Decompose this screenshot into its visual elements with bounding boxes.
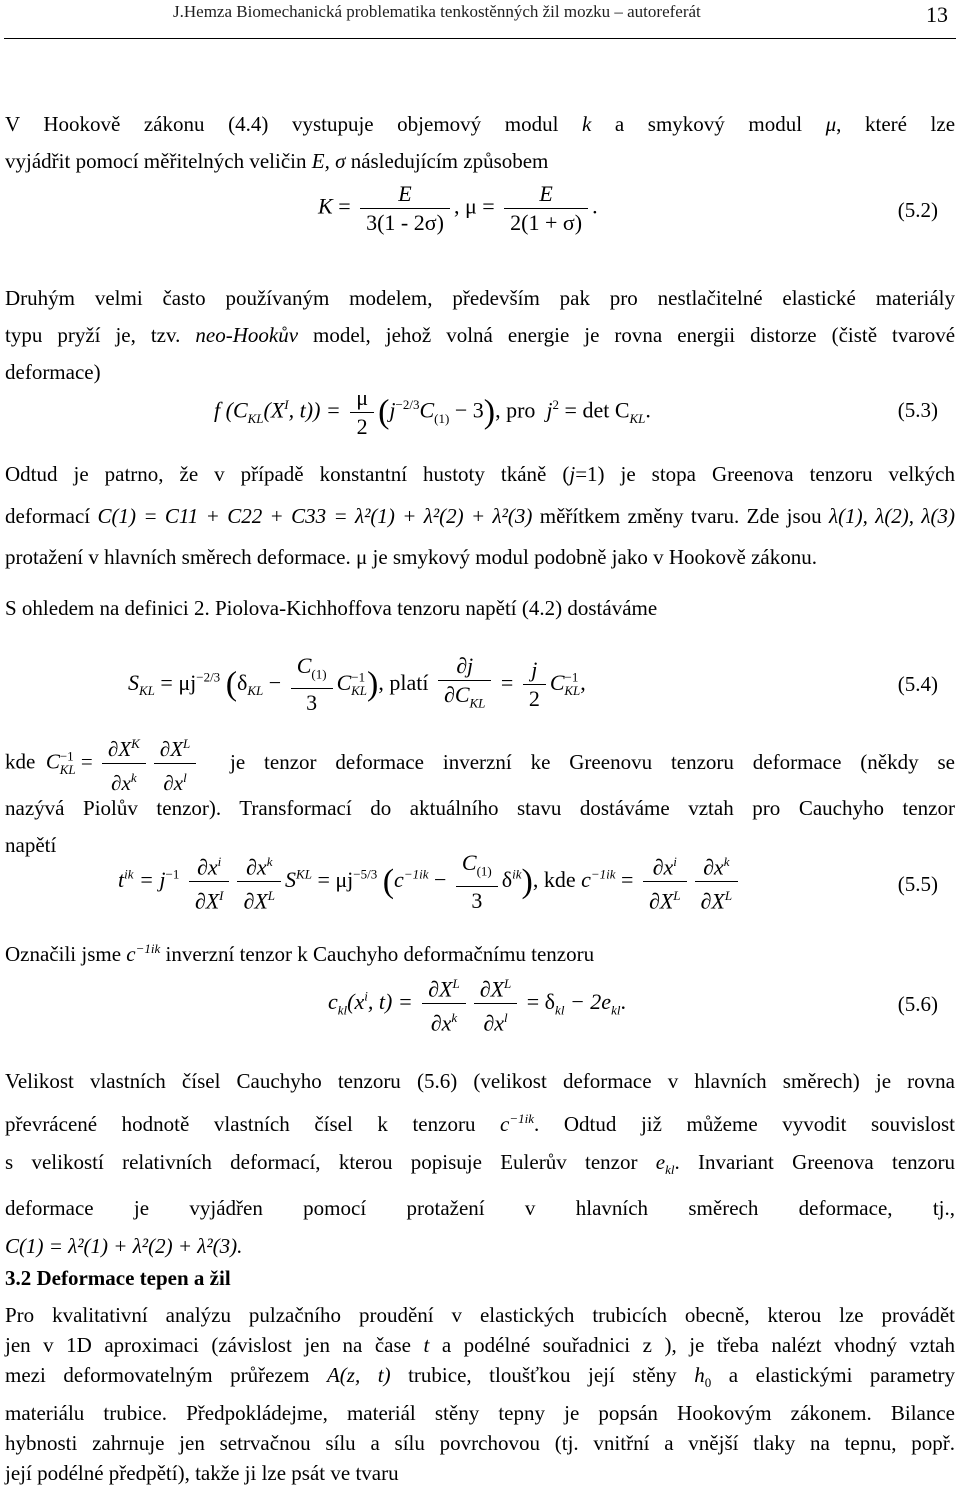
math-term: − 3: [454, 397, 484, 423]
math-sup: −2/3: [196, 669, 221, 685]
math-term: C: [419, 397, 435, 423]
math-sub: KL: [469, 695, 486, 711]
equation-5-3: f ($C_{KL}(X^I$, t)) = $\frac{\mu}{2}$ $(j^{-2/3}C_{(1)} - 3)$, pro $j^2 = \det C_{KL}$.: [214, 385, 651, 439]
text-run: model, jehož volná energie je rovna energii distorze (čistě tvarové: [313, 323, 956, 347]
math-sup: I: [219, 888, 224, 904]
numerator: [291, 652, 333, 689]
math-sup: k: [723, 854, 730, 869]
math-sup: −1ik: [509, 1111, 535, 1126]
paragraph-line: [5, 106, 955, 143]
paragraph-line: [5, 317, 955, 354]
math-sup: L: [267, 888, 276, 904]
equation-5-4: $S_{KL} = \mu j^{-2/3}$ ($\delta_{KL}$ − $\frac{C_{(1)}}{3}$ $C^{-1}_{KL}$), platí $\frac{\partial j}{\partial C_{KL}}$ = $\frac{j}{2}$ $C^{-1}_{KL}$,: [128, 653, 586, 716]
running-title: J.Hemza Biomechanická problematika tenkostěnných žil mozku – autoreferát: [173, 2, 701, 21]
math-term: S: [128, 669, 139, 695]
math-term: C: [45, 749, 60, 774]
text-run: V Hookově zákonu (4.4) vystupuje objemový modul: [5, 112, 559, 136]
fraction-dxi-dXL: [643, 848, 687, 916]
text-run: =1) je stopa Greenova tenzoru velkých: [575, 462, 955, 486]
denominator: 3: [306, 690, 318, 716]
math-sup: −5/3: [353, 866, 378, 882]
math-term: ∂x: [652, 854, 674, 880]
text-run: je smykový modul podobně jako v Hookově zákonu.: [372, 545, 817, 569]
numerator: E: [504, 180, 588, 209]
denominator: 3: [471, 887, 483, 913]
math-term: c: [394, 866, 404, 892]
text-run: Odtud je patrno, že v případě konstantní hustoty tkáně (: [5, 462, 570, 486]
page-number: 13: [926, 2, 948, 27]
math-term: ∂X: [479, 976, 505, 1002]
numerator: E: [360, 180, 450, 209]
paragraph-line: nazývá Piolův tenzor). Transformací do aktuálního stavu dostáváme vztah pro Cauchyho tenzor: [5, 796, 955, 820]
fraction-dxi-dXI: [189, 848, 230, 916]
paragraph-cauchy-inverse: [5, 930, 955, 973]
paragraph-line: Druhým velmi často používaným modelem, především pak pro nestlačitelné elastické materiály: [5, 286, 955, 310]
math-sup: −1ik: [590, 866, 616, 882]
math-term: C: [549, 669, 565, 695]
paragraph-vessel-deformation: [5, 1300, 955, 1488]
math-sub: (1): [311, 666, 327, 682]
text-run: . Odtud již můžeme vyvodit souvislost: [534, 1112, 956, 1136]
numerator: [189, 848, 230, 882]
text-run: a podélné souřadnici z ), je třeba nalézt vhodný vztah: [441, 1333, 955, 1357]
denominator: 3(1 - 2σ): [366, 210, 444, 235]
math-term: C: [296, 653, 312, 678]
inline-equation: λ(1), λ(2), λ(3): [829, 504, 955, 528]
math-sup: k: [266, 854, 273, 869]
text-run: typu pryží je, tzv.: [5, 323, 181, 347]
paragraph-line: deformace je vyjádřen pomocí protažení v hlavních směrech deformace, tj.,: [5, 1196, 955, 1221]
math-term: c: [328, 988, 338, 1014]
math-term: C: [336, 669, 352, 695]
math-term: = det C: [564, 397, 630, 423]
math-sub: KL: [564, 683, 581, 699]
math-term: (X: [263, 397, 285, 423]
equation-number: (5.3): [897, 398, 938, 422]
numerator: [474, 970, 518, 1004]
math-sub: kl: [337, 1002, 348, 1018]
math-term: − 2e: [569, 988, 612, 1014]
fraction-dXL-dxl: [474, 970, 518, 1038]
denominator: [237, 882, 281, 915]
fraction-dXK-dxk: [102, 730, 146, 797]
paragraph-line: materiálu trubice. Předpokládejme, materiál stěny tepny je popsán Hookovým zákonem. Bilance: [5, 1401, 955, 1426]
symbol-j: j: [569, 462, 576, 486]
denominator: [422, 1004, 466, 1037]
symbols-E-sigma: E, σ: [311, 149, 346, 173]
denominator: [189, 882, 230, 915]
paragraph-line: [5, 1100, 955, 1143]
paren-right: ): [521, 862, 533, 900]
math-sup: ik: [124, 866, 134, 882]
math-sub: kl: [611, 1002, 621, 1018]
math-term: = j: [139, 866, 166, 892]
math-sub: (1): [476, 863, 492, 879]
numerator: ∂j: [438, 652, 491, 681]
math-sup: L: [724, 888, 733, 904]
math-sup: −1ik: [403, 866, 429, 882]
paragraph-neo-hooke: [5, 280, 955, 391]
symbol-k: k: [581, 112, 592, 136]
paragraph-line: napětí: [5, 833, 57, 857]
math-term: ∂X: [159, 737, 184, 761]
paragraph-line: [5, 1330, 955, 1360]
paragraph-line: její podélné předpětí), takže ji lze psát ve tvaru: [5, 1461, 399, 1486]
math-term: ∂x: [483, 1010, 504, 1036]
math-sub: kl: [555, 1002, 565, 1018]
math-sub: KL: [247, 683, 264, 699]
running-header: [0, 0, 960, 44]
math-term: ∂X: [243, 888, 268, 914]
text-run: s velikostí relativních deformací, kterou popisuje Eulerův tenzor: [5, 1150, 638, 1174]
math-sup: −1: [59, 748, 74, 764]
math-sub: KL: [629, 410, 646, 426]
math-term: ∂x: [703, 854, 724, 880]
math-term: j: [389, 397, 396, 423]
equation-5-5: $t^{ik} = j^{-1}$ $\frac{\partial x^i}{\partial X^I}$ $\frac{\partial x^k}{\partial X^L}$ $S^{KL} = \mu j^{-5/3}$ ($c^{-1ik}$ − $\frac{C_{(1)}}{3}$ $\delta^{ik}$), kde $c^{-1ik}$ = $\frac{\partial x^i}{\partial X^L}$ $\frac{\partial x^k}{\partial X^L}$: [118, 848, 742, 916]
math-sup: l: [183, 770, 187, 785]
paragraph-line: hybnosti zahrnuje jen setrvačnou sílu a sílu povrchovou (tj. vnitřní a vnější tlaky na tepnu, popř.: [5, 1431, 955, 1456]
math-sub: 0: [704, 1375, 712, 1391]
text-run: měřítkem změny tvaru. Zde jsou: [539, 504, 822, 528]
symbol-mu: μ: [464, 193, 477, 219]
paren-left: (: [382, 862, 395, 900]
math-sub: kl: [665, 1162, 675, 1178]
fraction-C1-3: [291, 652, 333, 717]
text-run: a elastickými parametry: [728, 1363, 956, 1387]
paragraph-line: [5, 143, 955, 180]
numerator: j: [523, 656, 546, 685]
math-term: ∂X: [648, 888, 674, 914]
math-term: , kde: [532, 866, 576, 892]
text-run: deformací: [5, 504, 91, 528]
numerator: [154, 730, 196, 764]
math-sup: K: [131, 736, 140, 751]
math-term: t: [118, 866, 125, 892]
header-rule: [4, 38, 956, 39]
text-run: . Invariant Greenova tenzoru: [674, 1150, 955, 1174]
text-run: následujícím způsobem: [350, 149, 549, 173]
math-term: A(z, t): [326, 1363, 391, 1387]
paragraph-piola-kirchhoff: [5, 590, 955, 627]
math-term: j: [546, 397, 553, 423]
denominator: [643, 882, 687, 915]
math-term: ∂X: [194, 888, 220, 914]
fraction-dxk-dXL: [695, 848, 739, 916]
math-term: h: [694, 1363, 705, 1387]
equation-number: (5.6): [897, 992, 938, 1016]
text-run: , které lze: [836, 112, 956, 136]
definition-C-inverse: kde $C^{-1}_{KL}$ = $\frac{\partial X^K}{\partial x^k}$ $\frac{\partial X^L}{\partial x^l}$: [5, 730, 200, 797]
math-term: , t)) =: [288, 397, 341, 423]
math-sub: KL: [351, 683, 368, 699]
paragraph-line: Velikost vlastních čísel Cauchyho tenzoru (5.6) (velikost deformace v hlavních směrech) je rovna: [5, 1069, 955, 1093]
denominator: 2: [528, 686, 540, 712]
text-run: trubice, tloušťkou její stěny: [408, 1363, 677, 1387]
paragraph-line: [5, 930, 955, 973]
math-sup: −2/3: [395, 397, 420, 413]
text-run: jen v 1D aproximaci (závislost jen na čase: [5, 1333, 411, 1357]
text-run: mezi deformovatelným průřezem: [5, 1363, 310, 1387]
math-term: , platí: [378, 669, 429, 695]
denominator: [695, 882, 739, 915]
inline-equation: C(1) = C11 + C22 + C33 = λ²(1) + λ²(2) + λ²(3): [97, 504, 533, 528]
math-term: ∂x: [246, 854, 267, 880]
math-term: ∂x: [163, 771, 184, 795]
text-run: vyjádřit pomocí měřitelných veličin: [5, 149, 307, 173]
math-sup: k: [451, 1010, 458, 1026]
section-heading: 3.2 Deformace tepen a žil: [5, 1266, 231, 1290]
math-sub: KL: [247, 410, 264, 426]
math-sup: l: [504, 1010, 508, 1026]
math-sup: −1: [564, 669, 579, 685]
math-sup: L: [673, 888, 681, 904]
paragraph-eigenvalues: [5, 1062, 955, 1265]
math-sup: −1: [165, 866, 180, 882]
math-term: = μj: [160, 669, 197, 695]
fraction-dj-dC: [438, 652, 491, 717]
math-term: C: [461, 850, 477, 876]
math-sup: −1: [351, 669, 366, 685]
math-sup: L: [452, 976, 460, 991]
paragraph-hooke-moduli: [5, 106, 955, 180]
paragraph-line: [5, 1360, 955, 1398]
math-sup: 2: [552, 397, 560, 413]
paragraph-line: S ohledem na definici 2. Piolova-Kichhoffova tenzoru napětí (4.2) dostáváme: [5, 596, 658, 620]
math-sup: I: [284, 397, 289, 413]
paragraph-line: [5, 1143, 955, 1189]
fraction-K: [360, 180, 450, 237]
italic-term: neo-Hookův: [195, 323, 299, 347]
fraction-mu: [504, 180, 588, 237]
numerator: μ: [350, 384, 374, 413]
math-term: ∂X: [700, 888, 725, 914]
denominator: 2: [356, 414, 368, 439]
fraction-dxk-dXL: [237, 848, 281, 916]
math-term: f (C: [214, 397, 248, 423]
math-term: ∂x: [430, 1010, 452, 1036]
math-term: (x: [347, 988, 365, 1014]
math-sub: KL: [59, 761, 76, 777]
numerator: [643, 848, 687, 882]
denominator: [474, 1004, 518, 1037]
math-term: ∂C: [443, 682, 470, 707]
denominator: [438, 681, 491, 717]
math-sup: −1ik: [135, 941, 161, 956]
symbol-mu: μ: [356, 545, 368, 569]
fraction-dXL-dxk: [422, 970, 466, 1038]
text-run: je tenzor deformace inverzní ke Greenovu tenzoru deformace (někdy se: [230, 750, 955, 774]
math-term: ∂X: [428, 976, 453, 1002]
numerator: [695, 848, 739, 882]
paren-left: (: [378, 393, 390, 431]
math-term: c: [581, 866, 591, 892]
paragraph-line: [5, 539, 955, 576]
fraction-C1-3: [456, 849, 498, 914]
equation-number: (5.5): [897, 872, 938, 896]
text-run: kde: [5, 749, 36, 774]
symbol-K: K: [318, 193, 333, 219]
math-term: ∂x: [111, 771, 131, 795]
math-sup: ik: [512, 866, 522, 882]
paren-right: ): [367, 665, 379, 703]
paragraph-line: deformace): [5, 360, 101, 384]
paren-left: (: [225, 665, 238, 703]
equation-5-2: K = $\frac{E}{3(1 - 2\sigma)}$ , μ = $\frac{E}{2(1 + \sigma)}$ .: [318, 181, 598, 235]
math-term: δ: [237, 669, 248, 695]
text-run: inverzní tenzor k Cauchyho deformačnímu tenzoru: [165, 942, 595, 966]
paragraph-line: C(1) = λ²(1) + λ²(2) + λ²(3).: [5, 1234, 243, 1259]
math-term: δ: [501, 866, 513, 892]
paragraph-line: [5, 493, 955, 539]
paragraph-line: Pro kvalitativní analýzu pulzačního proudění v elastických trubicích obecně, kterou lze provádět: [5, 1303, 955, 1327]
text-run: převrácené hodnotě vlastních čísel k tenzoru: [5, 1112, 476, 1136]
text-run: Označili jsme: [5, 942, 122, 966]
math-sup: i: [364, 988, 368, 1004]
math-term: , pro: [495, 397, 536, 423]
paragraph-line: [230, 744, 955, 781]
symbol-mu: μ: [825, 112, 837, 136]
denominator: 2(1 + σ): [510, 210, 583, 235]
math-sub: (1): [434, 410, 450, 426]
math-term: , t) =: [367, 988, 413, 1014]
paren-right: ): [483, 393, 496, 431]
paragraph-greens-trace: [5, 456, 955, 576]
numerator: [456, 849, 498, 886]
fraction-j-2: [523, 656, 546, 713]
math-term: ∂X: [107, 737, 132, 761]
math-sup: i: [217, 854, 222, 869]
math-sup: k: [130, 770, 137, 785]
math-sup: KL: [296, 866, 312, 882]
math-term: ∂x: [197, 854, 218, 880]
equation-number: (5.2): [897, 198, 938, 222]
numerator: [102, 730, 146, 764]
numerator: [422, 970, 466, 1004]
paragraph-line: [5, 456, 955, 493]
text-run: a smykový modul: [614, 112, 803, 136]
math-sub: KL: [139, 683, 155, 699]
math-term: c: [126, 942, 136, 966]
math-term: S: [285, 866, 297, 892]
math-sup: L: [504, 976, 512, 991]
math-term: c: [500, 1112, 510, 1136]
math-term: e: [655, 1150, 666, 1174]
fraction-mu-half: [350, 384, 374, 441]
math-sup: i: [673, 854, 677, 869]
text-run: protažení v hlavních směrech deformace.: [5, 545, 351, 569]
equation-5-6: $c_{kl}(x^i$, t) = $\frac{\partial X^L}{\partial x^k}$ $\frac{\partial X^L}{\partial x^l}$ = $\delta_{kl} - 2e_{kl}$.: [328, 970, 626, 1038]
numerator: [237, 848, 281, 882]
math-sup: L: [183, 736, 191, 751]
fraction-dXL-dxl: [154, 730, 196, 797]
math-term: = δ: [526, 988, 556, 1014]
equation-number: (5.4): [897, 672, 938, 696]
math-term: = μj: [317, 866, 354, 892]
math-term: t: [423, 1333, 430, 1357]
